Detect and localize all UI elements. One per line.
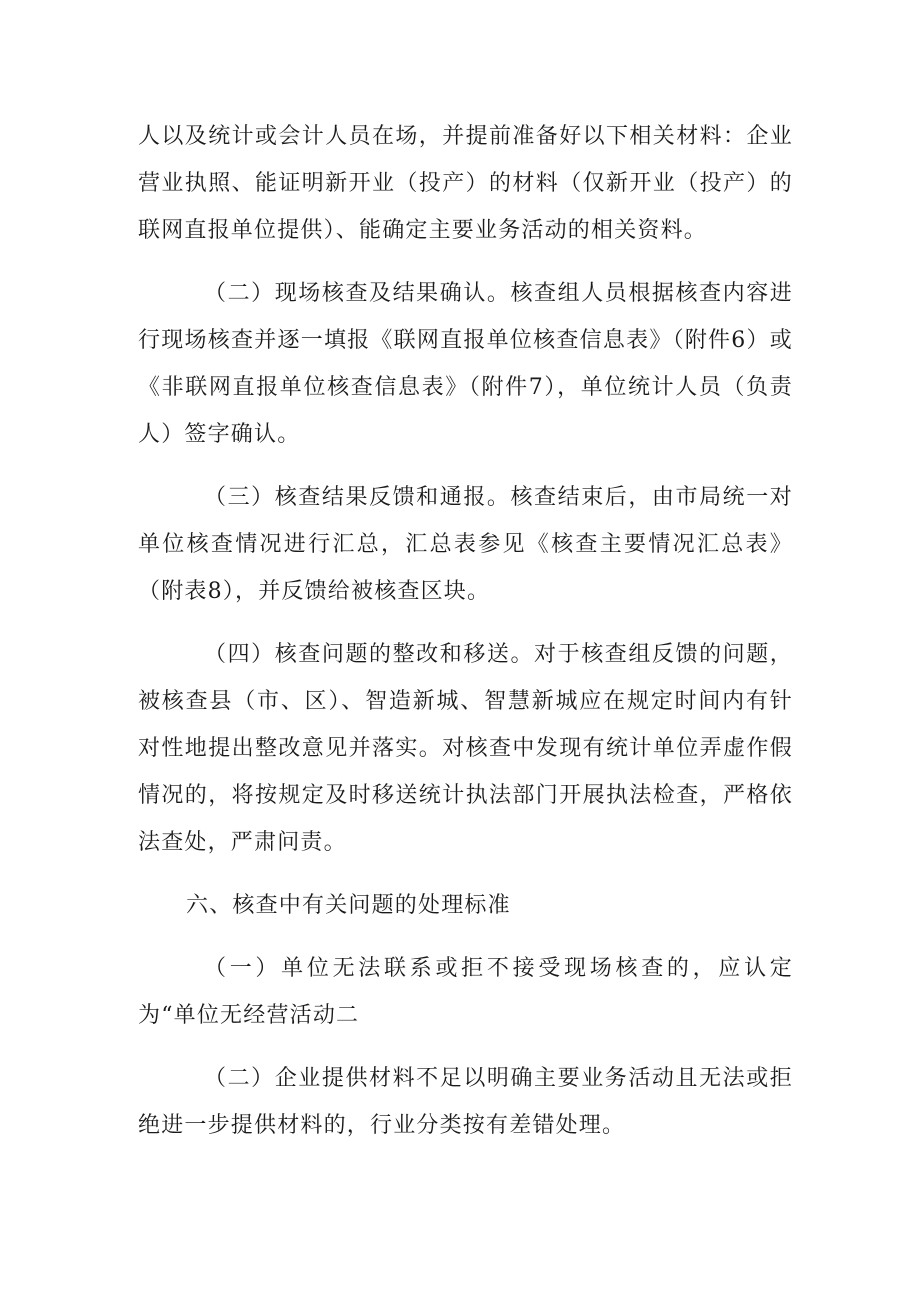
document-body: [138, 113, 793, 1165]
paragraph-standard-two: （二）企业提供材料不足以明确主要业务活动且无法或拒绝进一步提供材料的，行业分类按有差错处理。: [138, 1066, 793, 1138]
paragraph-result-feedback: （三）核查结果反馈和通报。核查结束后，由市局统一对单位核查情况进行汇总，汇总表参见《核查主要情况汇总表》（附表8），并反馈给被核查区块。: [138, 485, 793, 604]
paragraph-standard-one: （一）单位无法联系或拒不接受现场核查的，应认定为“单位无经营活动二: [138, 956, 793, 1028]
paragraph-materials-continued: 人以及统计或会计人员在场，并提前准备好以下相关材料：企业营业执照、能证明新开业（投产）的材料（仅新开业（投产）的联网直报单位提供）、能确定主要业务活动的相关资料。: [138, 124, 793, 243]
paragraph-onsite-check: （二）现场核查及结果确认。核查组人员根据核查内容进行现场核查并逐一填报《联网直报单位核查信息表》（附件6）或《非联网直报单位核查信息表》（附件7），单位统计人员（负责人）签字确认。: [138, 281, 793, 447]
paragraph-rectification: （四）核查问题的整改和移送。对于核查组反馈的问题，被核查县（市、区）、智造新城、智慧新城应在规定时间内有针对性地提出整改意见并落实。对核查中发现有统计单位弄虚作假情况的，将按规定及时移送统计执法部门开展执法检查，严格依法查处，严肃问责。: [138, 642, 793, 855]
section-heading-six: 六、核查中有关问题的处理标准: [186, 893, 511, 918]
